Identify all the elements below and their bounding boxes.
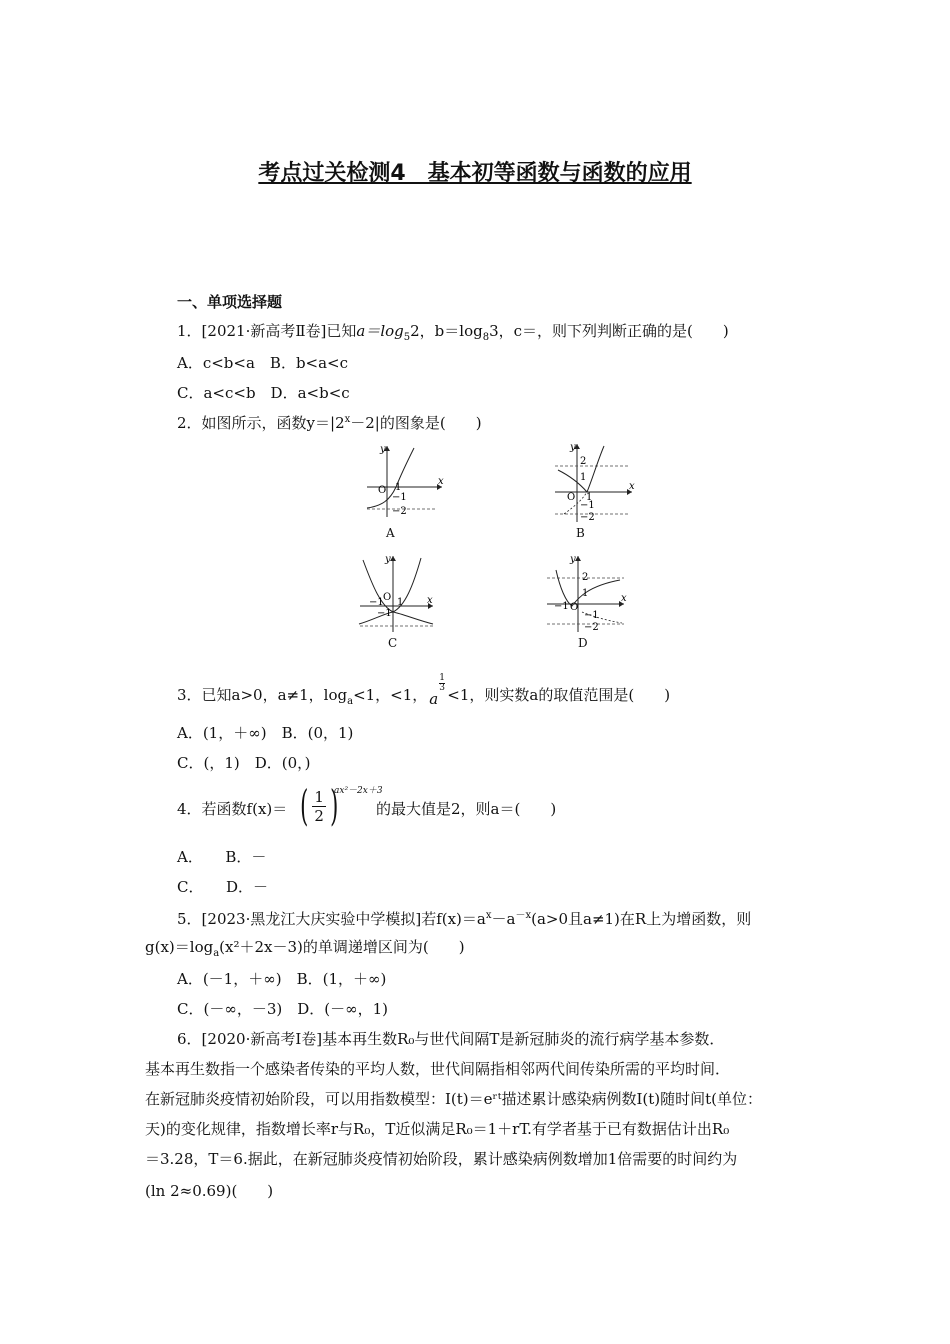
svg-text:O: O <box>570 602 579 613</box>
q6-line5: ＝3.28，T＝6.据此，在新冠肺炎疫情初始阶段，累计感染病例数增加1倍需要的时间约为 <box>145 1150 738 1168</box>
graph-d <box>542 552 632 634</box>
svg-text:y: y <box>385 554 391 565</box>
graph-c <box>355 552 440 634</box>
svg-text:−1: −1 <box>392 492 407 503</box>
svg-text:y: y <box>570 554 576 565</box>
graph-b <box>550 440 640 525</box>
svg-text:1: 1 <box>586 492 593 503</box>
q3-options-cd: C．(，1) D．(0，) <box>177 754 311 772</box>
svg-text:−1: −1 <box>580 500 595 511</box>
graph-a <box>362 442 452 522</box>
graph-d-label: D <box>578 636 588 650</box>
svg-text:1: 1 <box>395 482 402 493</box>
svg-text:O: O <box>378 485 387 496</box>
q4-exponent: ax²－2x＋3 <box>334 786 383 796</box>
q5-options-ab: A．(－1，＋∞) B．(1，＋∞) <box>177 970 387 988</box>
q5-stem-line1: 5．[2023·黑龙江大庆实验中学模拟]若$f(x)=a^x-a^{-x}(a>0$且a≠1)在R上为增函数，则 <box>177 910 752 928</box>
section-heading: 一、单项选择题 <box>177 293 283 311</box>
q4-options-ab: A． B．－ <box>177 848 267 866</box>
svg-text:2: 2 <box>580 456 587 467</box>
q1-options-cd: C．a<c<b D．a<b<c <box>177 384 350 402</box>
svg-text:y: y <box>380 444 386 455</box>
q6-line2: 基本再生数指一个感染者传染的平均人数，世代间隔指相邻两代间传染所需的平均时间． <box>145 1060 731 1078</box>
graph-c-label: C <box>388 636 398 650</box>
svg-text:O: O <box>383 592 392 603</box>
svg-text:x: x <box>629 481 635 492</box>
q1-options-ab: A．c<b<a B．b<a<c <box>177 354 349 372</box>
svg-text:1: 1 <box>582 588 589 599</box>
page-title: 考点过关检测4 基本初等函数与函数的应用 <box>258 161 692 186</box>
svg-text:1: 1 <box>397 597 404 608</box>
q5-stem-line2: $g(x)=\log_a(x^2+2x-3)$的单调递增区间为( ) <box>145 938 465 959</box>
q3-options-ab: A．(1，＋∞) B．(0，1) <box>177 724 354 742</box>
svg-text:1: 1 <box>580 472 587 483</box>
q6-line3: 在新冠肺炎疫情初始阶段，可以用指数模型：I(t)＝eʳᵗ描述累计感染病例数I(t)随时间t(单位： <box>145 1090 762 1108</box>
svg-text:O: O <box>567 492 576 503</box>
q1-stem: 1．[2021·新高考Ⅱ卷]已知$a=\log_52$，$b=\log_83$，c＝，则下列判断正确的是( ) <box>177 322 729 343</box>
q4-stem-tail: 的最大值是2，则a＝( ) <box>376 800 557 818</box>
svg-text:−1: −1 <box>554 601 569 612</box>
q6-line4: 天)的变化规律，指数增长率r与R₀，T近似满足R₀＝1＋rT.有学者基于已有数据估计出R₀ <box>145 1120 730 1138</box>
svg-text:−1: −1 <box>584 610 599 621</box>
svg-text:y: y <box>570 442 576 453</box>
svg-text:x: x <box>621 593 627 604</box>
svg-text:−2: −2 <box>584 622 599 633</box>
svg-text:x: x <box>427 595 433 606</box>
q6-line1: 6．[2020·新高考Ⅰ卷]基本再生数R₀与世代间隔T是新冠肺炎的流行病学基本参数． <box>177 1030 725 1048</box>
svg-text:−1: −1 <box>369 597 384 608</box>
q4-stem-text: 4．若函数f(x)＝ <box>177 800 288 818</box>
svg-text:2: 2 <box>582 572 589 583</box>
svg-text:−1: −1 <box>377 608 392 619</box>
graph-b-label: B <box>576 526 585 540</box>
graph-a-label: A <box>386 526 395 540</box>
q5-options-cd: C．(－∞，－3) D．(－∞，1) <box>177 1000 388 1018</box>
svg-text:x: x <box>438 476 444 487</box>
q2-stem: 2．如图所示，函数$y=|2^x-2|$的图象是( ) <box>177 414 482 432</box>
q3-stem: 3．已知a>0，a≠1，$\log_a<1$，<1， a 1 3 <1，则实数a的取值范围是( ) <box>177 673 671 708</box>
svg-text:−2: −2 <box>392 506 407 517</box>
q4-fraction: ( $\frac{1}{2}$ ) <box>300 781 339 830</box>
q6-line6: (ln 2≈0.69)( ) <box>145 1182 274 1200</box>
svg-text:−2: −2 <box>580 512 595 523</box>
q4-options-cd: C． D．－ <box>177 878 269 896</box>
